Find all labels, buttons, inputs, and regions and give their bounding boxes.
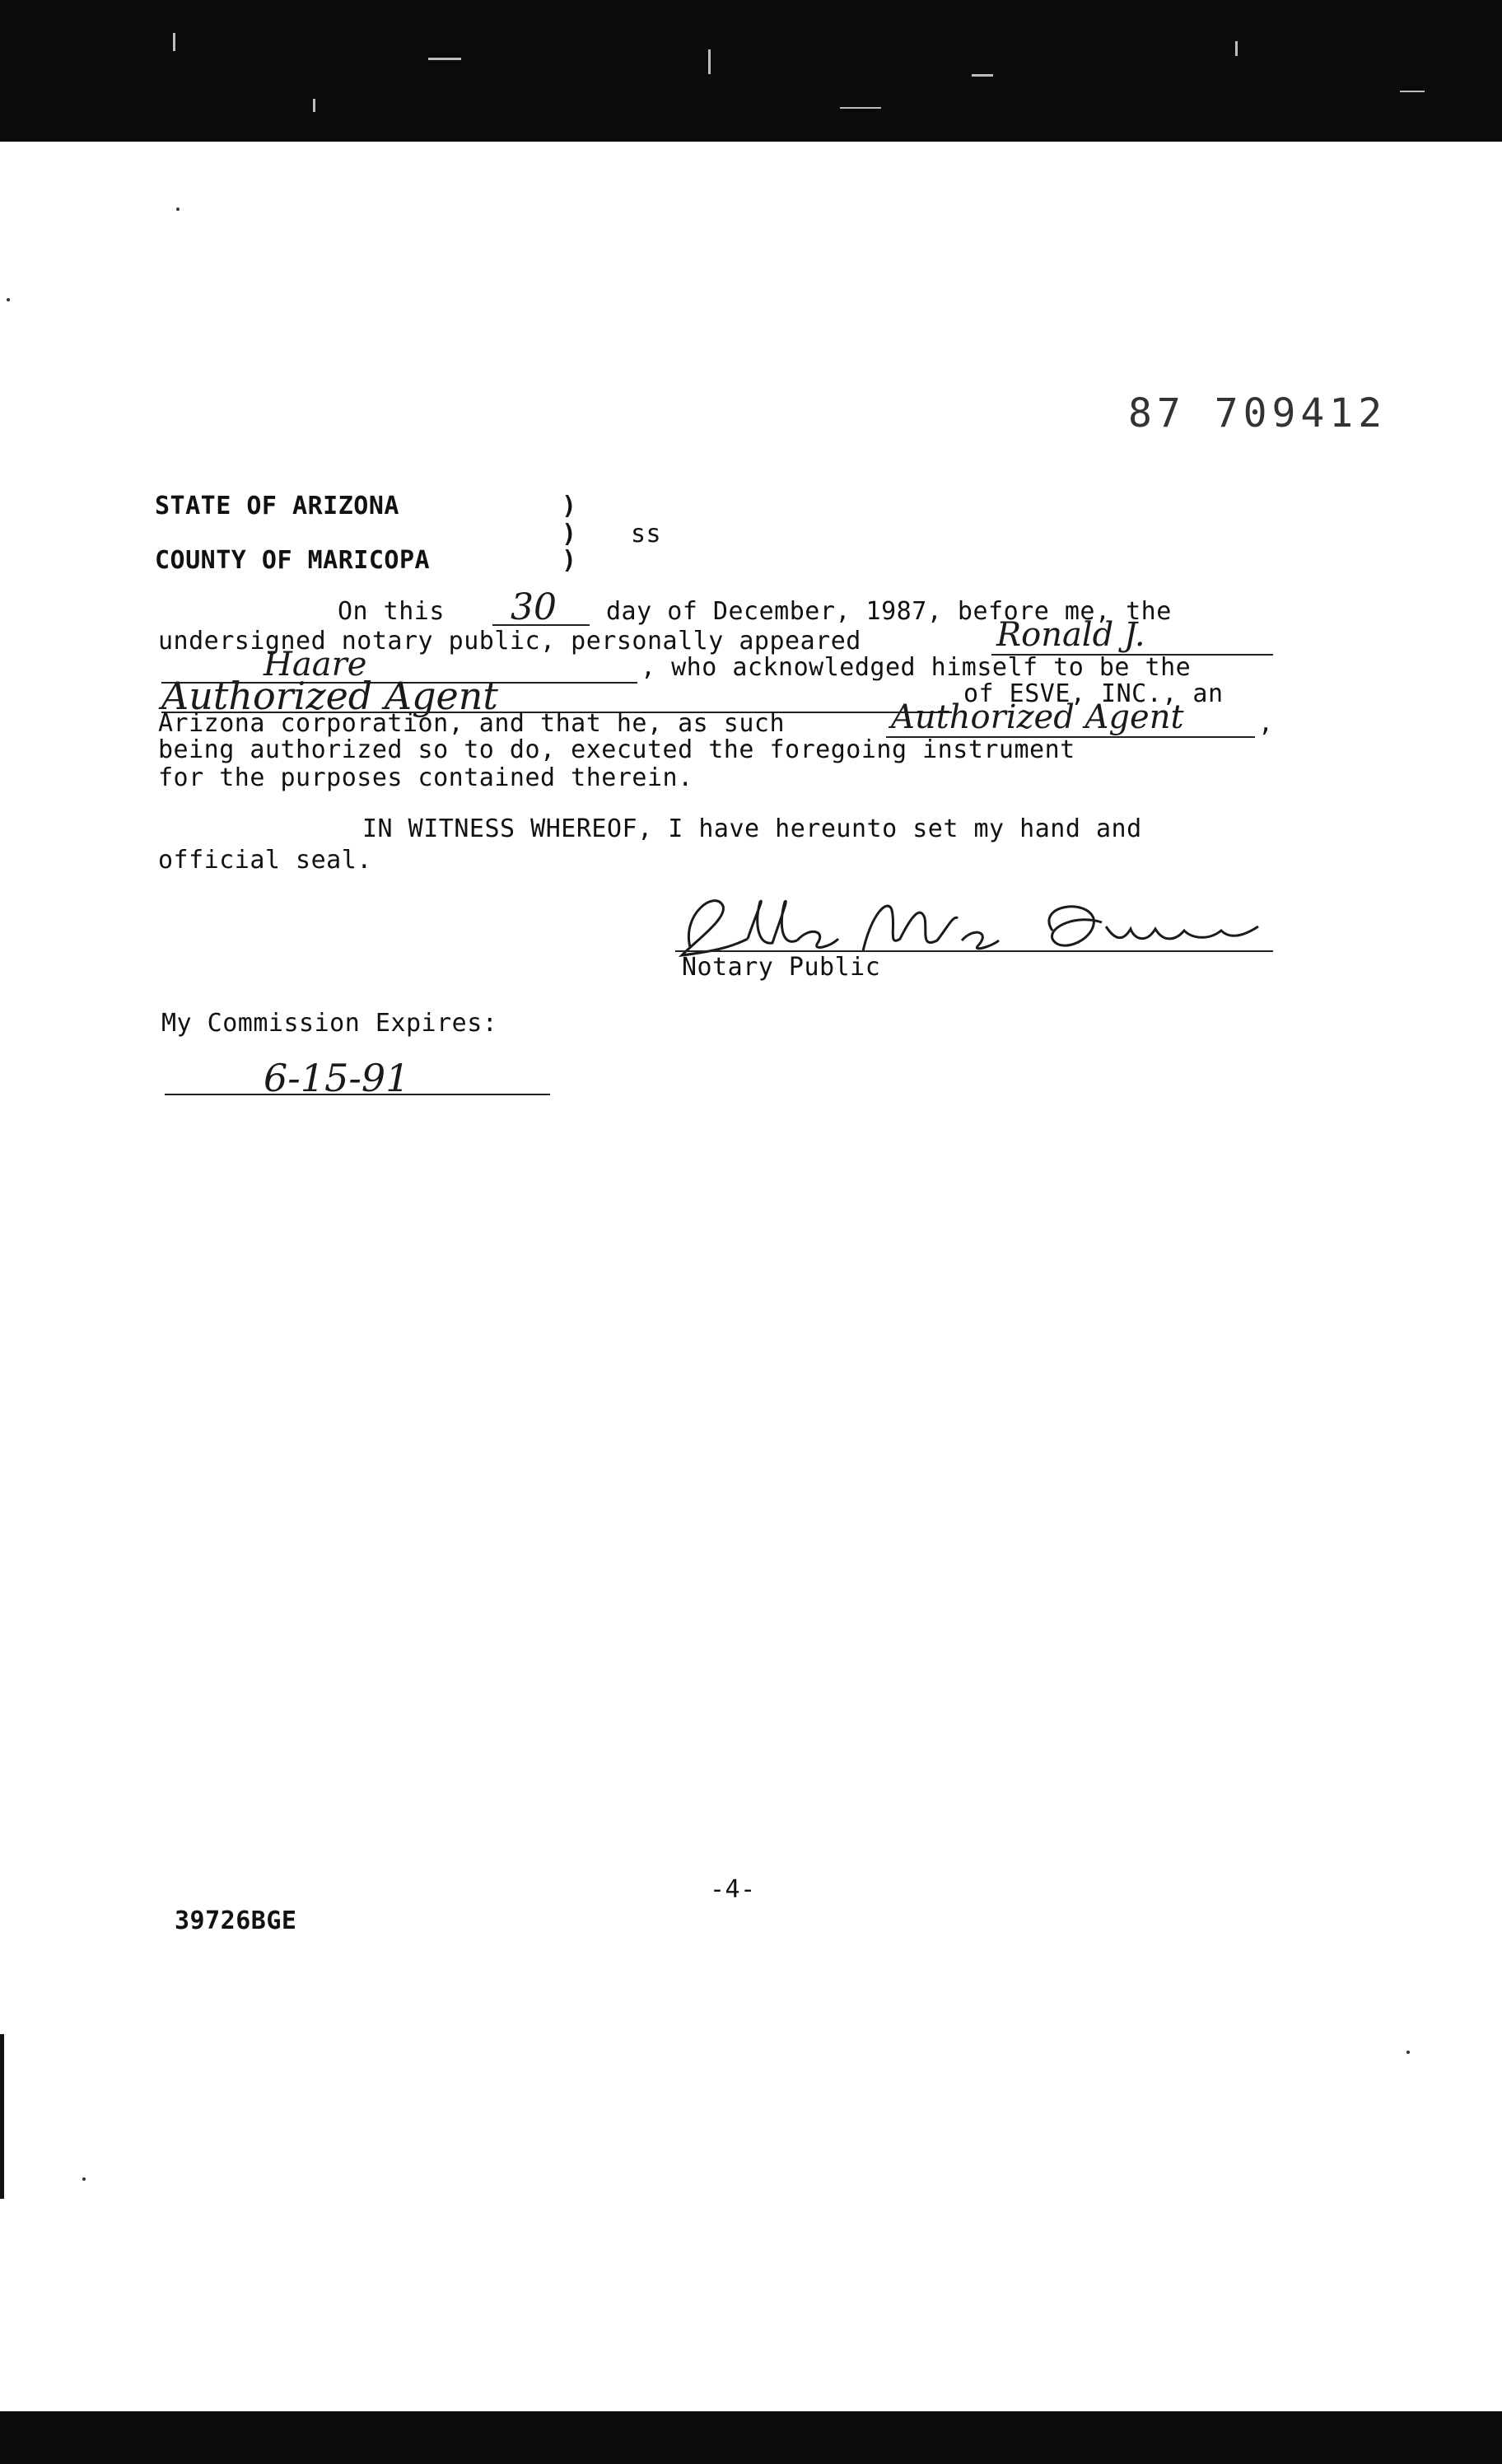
ack-line5: Arizona corporation, and that he, as such — [158, 709, 786, 738]
witness-line1: IN WITNESS WHEREOF, I have hereunto set my hand and — [362, 814, 1142, 843]
scan-edge-mark — [0, 2034, 4, 2199]
ack-line4: of ESVE, INC., an — [963, 679, 1224, 708]
ack-line2: undersigned notary public, personally appeared — [158, 627, 861, 656]
ack-line3: , who acknowledged himself to be the — [641, 653, 1192, 682]
ack-line1-start: On this — [338, 597, 445, 626]
commission-date-handwritten: 6-15-91 — [264, 1056, 410, 1100]
venue-paren: ) — [562, 520, 577, 548]
page-number: -4- — [710, 1875, 756, 1904]
ack-line6: being authorized so to do, executed the foregoing instrument — [158, 735, 1075, 764]
signature-line — [675, 950, 1273, 952]
scan-border-bottom — [0, 2411, 1502, 2464]
title-handwritten: Authorized Agent — [161, 674, 498, 718]
witness-line2: official seal. — [158, 846, 372, 875]
ack-line1-end: day of December, 1987, before me, the — [606, 597, 1172, 626]
scan-speck — [176, 208, 180, 211]
signature-caption: Notary Public — [682, 953, 881, 982]
scan-speck — [82, 2177, 86, 2181]
commission-date-line — [165, 1094, 550, 1095]
venue-ss: ss — [631, 520, 662, 548]
appeared-name-handwritten: Ronald J. — [996, 616, 1145, 654]
ack-line7: for the purposes contained therein. — [158, 763, 693, 792]
venue-county: COUNTY OF MARICOPA — [155, 546, 431, 575]
document-code: 39726BGE — [175, 1906, 297, 1935]
scan-speck — [7, 298, 10, 301]
commission-label: My Commission Expires: — [161, 1009, 498, 1038]
recording-number-stamp: 87 709412 — [1128, 390, 1388, 436]
ack-line5-comma: , — [1258, 709, 1274, 738]
venue-paren: ) — [562, 546, 577, 575]
venue-state: STATE OF ARIZONA — [155, 492, 399, 520]
title-handwritten-2: Authorized Agent — [891, 698, 1184, 736]
day-handwritten: 30 — [511, 586, 557, 628]
scan-speck — [1406, 2051, 1410, 2054]
venue-paren: ) — [562, 492, 577, 520]
scan-border-top — [0, 0, 1502, 142]
appeared-name-handwritten-cont: Haare — [264, 646, 367, 684]
